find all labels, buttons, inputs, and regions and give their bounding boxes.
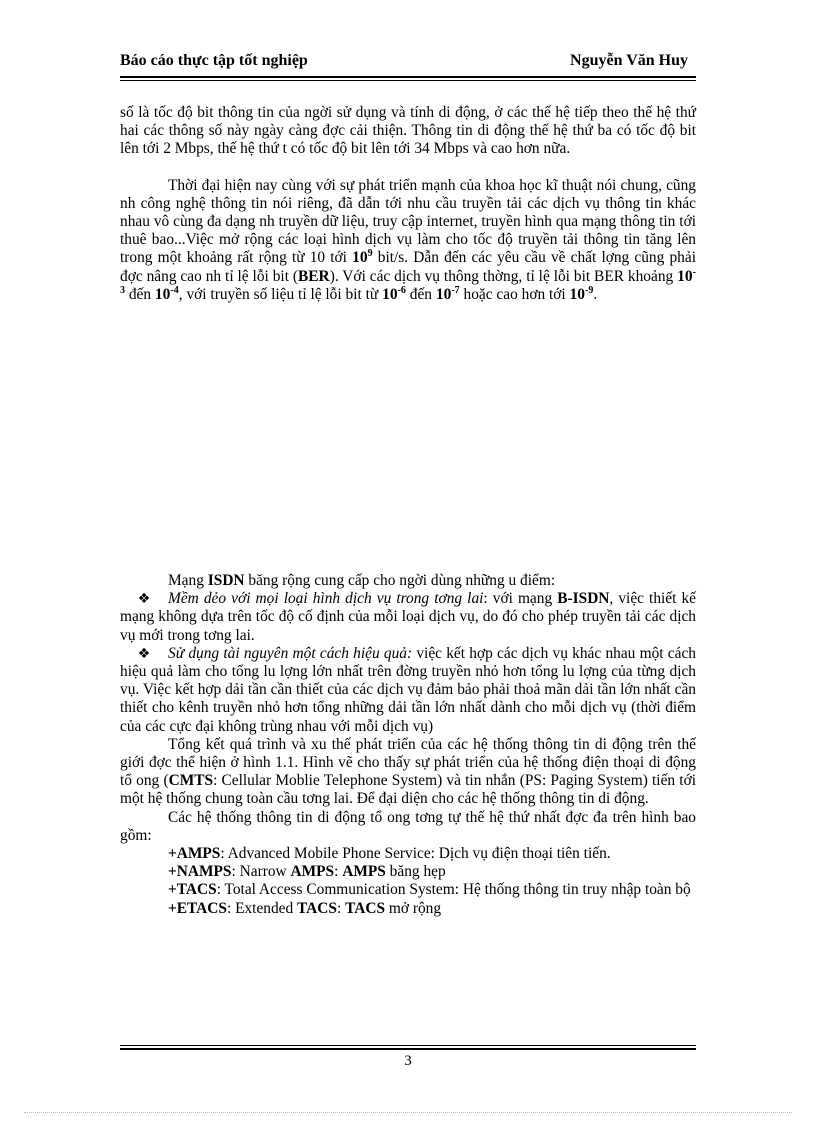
paragraph-3: Tổng kết quá trình và xu thế phát triển của các hệ thống thông tin di động trên thế giới đợc thể hiện ở hình 1.1. Hình vẽ cho thấy sự phát triển của hệ thống điện thoại di động tổ ong (CMTS: Cellular Moblie Telephone System) và tin nhắn (PS: Paging System) tiến tới một hệ thống chung toàn cầu tơng lai. Để đại diện cho các hệ thống thông tin di động.	[120, 735, 696, 808]
paragraph-4: Các hệ thống thông tin di động tổ ong tơng tự thế hệ thứ nhất đợc đa trên hình bao gồm:	[120, 808, 696, 844]
header-author: Nguyễn Văn Huy	[570, 52, 688, 69]
page-edge-divider	[24, 1112, 792, 1113]
header-rule-thin	[120, 80, 696, 81]
list-item-namps: +NAMPS: Narrow AMPS: AMPS băng hẹp	[168, 863, 446, 881]
list-item-amps: +AMPS: Advanced Mobile Phone Service: Dịch vụ điện thoại tiên tiến.	[168, 845, 611, 863]
list-item-etacs: +ETACS: Extended TACS: TACS mở rộng	[168, 899, 442, 917]
paragraph-2: Thời đại hiện nay cùng với sự phát triển mạnh của khoa học kĩ thuật nói chung, cũng nh công nghệ thông tin nói riêng, đã dẫn tới nhu cầu truyền tải các dịch vụ thông tin khác nhau vô cùng đa dạng nh truyền dữ liệu, truy cập internet, truyền hình qua mạng thông tin tới thuê bao...Việc mở rộng các loại hình dịch vụ làm cho tốc độ truyền tải thông tin tăng lên trong một khoảng rất rộng từ 10 tới $10^9$ bit/s. Dẫn đến các yêu cầu về chất lợng cũng phải đợc nâng cao nh tỉ lệ lỗi bit (BER). Với các dịch vụ thông thờng, tỉ lệ lỗi bit BER khoảng $10^{-3}$ đến $10^{-4}$, với truyền số liệu tỉ lệ lỗi bit từ $10^{-6}$ đến $10^{-7}$ hoặc cao hơn tới $10^{-9}$.	[120, 176, 696, 303]
bullet-item-1: ❖ Mềm dẻo với mọi loại hình dịch vụ trong tơng lai: với mạng B-ISDN, việc thiết kế mạng không dựa trên tốc độ cố định của mỗi loại dịch vụ, do đó cho phép truyền tải các dịch vụ mới trong tơng lai.	[120, 590, 697, 644]
isdn-intro: Mạng ISDN băng rộng cung cấp cho ngời dùng những u điểm:	[168, 572, 556, 589]
page-number: 3	[404, 1053, 412, 1069]
paragraph-1: số là tốc độ bit thông tin của ngời sử dụng và tính di động, ở các thế hệ tiếp theo thế hệ thứ hai các thông số này ngày càng đợc cải thiện. Thông tin di động thế hệ thứ ba có tốc độ bit lên tới 2 Mbps, thế hệ thứ t có tốc độ bit lên tới 34 Mbps và cao hơn nữa.	[120, 104, 696, 158]
header-rule-thick	[120, 76, 696, 78]
footer-rule-thin	[120, 1045, 696, 1046]
diamond-bullet-icon: ❖	[137, 645, 151, 662]
bullet-item-2: ❖ Sử dụng tài nguyên một cách hiệu quả: việc kết hợp các dịch vụ khác nhau một cách hiệu quả làm cho tổng lu lợng lớn nhất trên đờng truyền nhỏ hơn tổng lu lợng của từng dịch vụ. Việc kết hợp dải tần cần thiết của các dịch vụ đảm bảo phải thoả mãn dải tần lớn nhất cần thiết cho kênh truyền nhỏ hơn tổng những dải tần lớn nhất dành cho mỗi dịch vụ (thời điểm của các cực đại không trùng nhau với mỗi dịch vụ)	[120, 644, 696, 735]
section-top	[120, 104, 696, 304]
section-bottom	[120, 572, 696, 918]
diamond-bullet-icon: ❖	[137, 591, 151, 608]
page-header	[120, 50, 696, 74]
list-item-tacs: +TACS: Total Access Communication System: Hệ thống thông tin truy nhập toàn bộ	[168, 881, 691, 899]
header-title: Báo cáo thực tập tốt nghiệp	[120, 52, 308, 69]
footer-rule-thick	[120, 1048, 696, 1050]
